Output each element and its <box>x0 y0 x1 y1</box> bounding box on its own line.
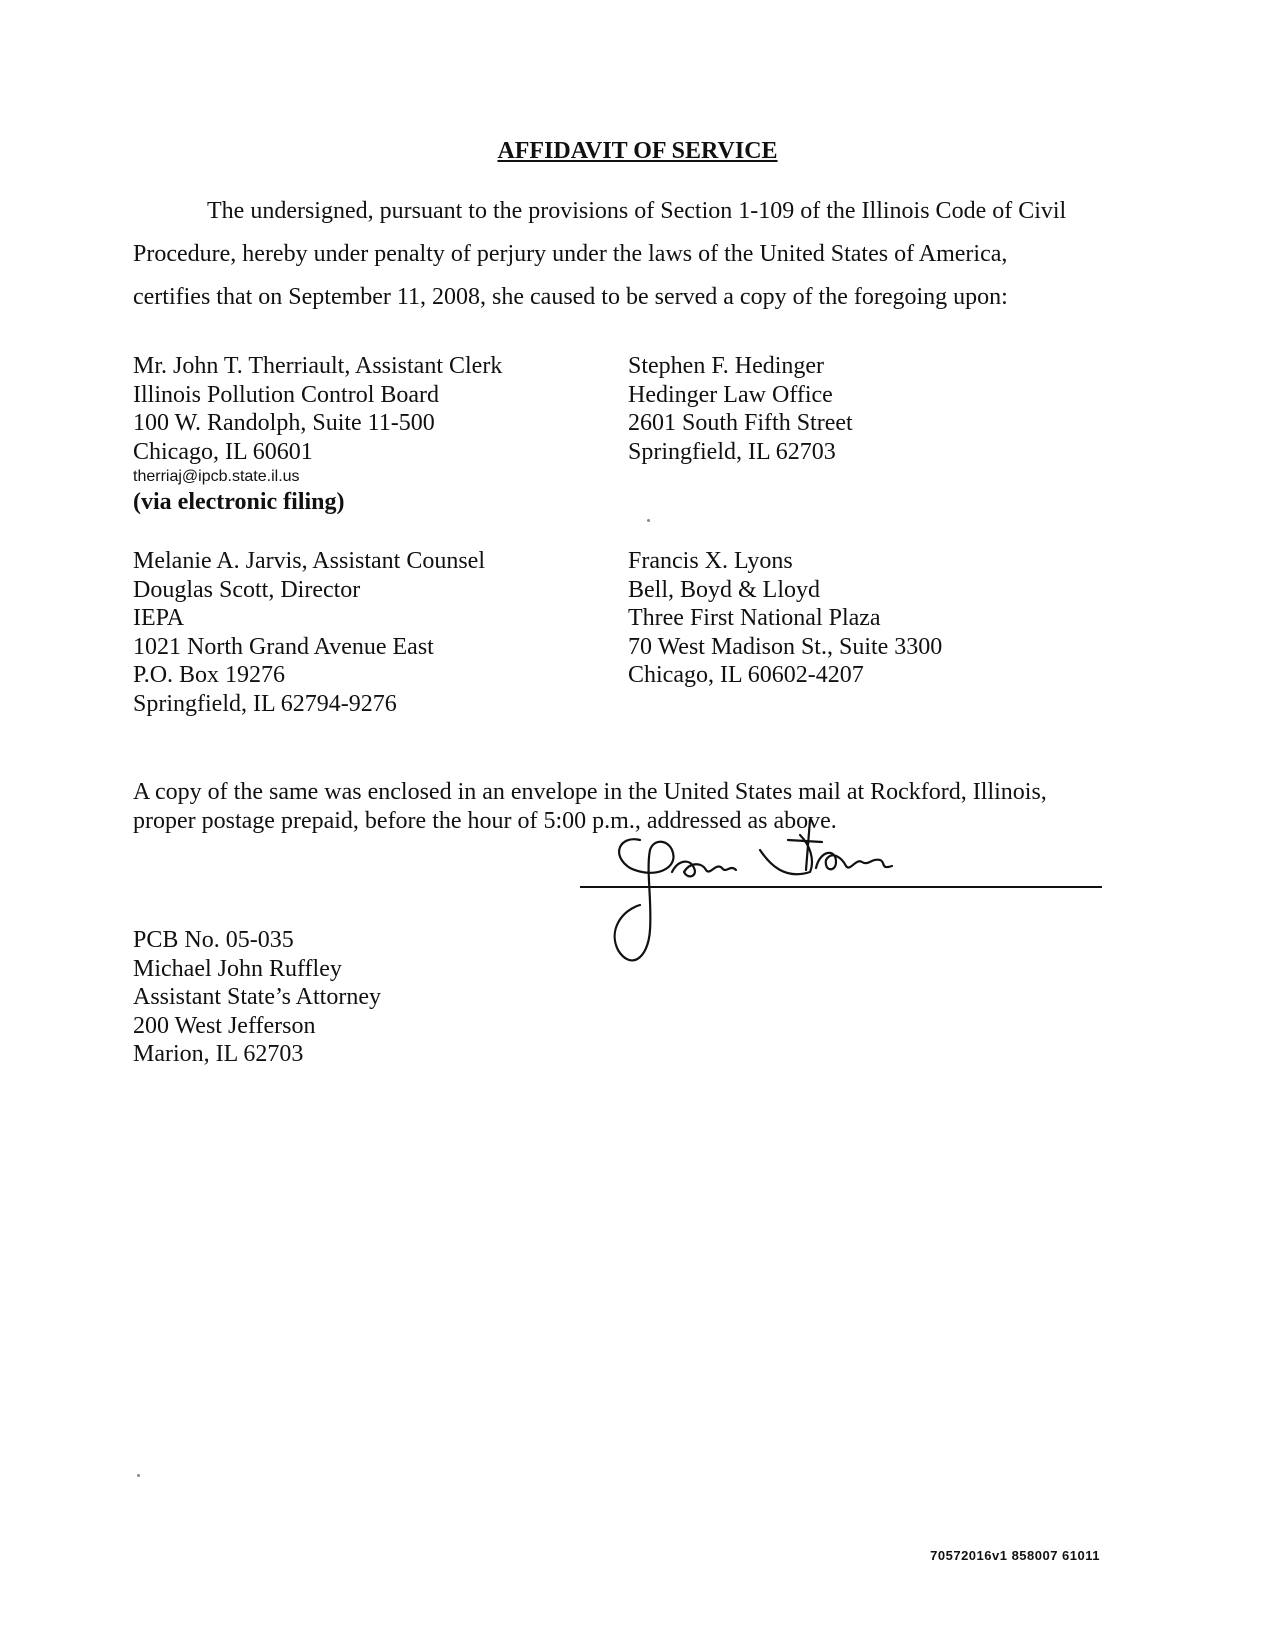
address-line: Springfield, IL 62794-9276 <box>133 690 397 717</box>
address-line: Francis X. Lyons <box>628 548 793 574</box>
document-id: 70572016v1 858007 61011 <box>930 1548 1100 1563</box>
handwritten-signature <box>610 810 940 990</box>
address-line: IEPA <box>133 605 185 631</box>
address-line: 100 W. Randolph, Suite 11-500 <box>133 410 435 436</box>
addressee-block-ruffley <box>133 926 381 1069</box>
scan-speck <box>647 519 650 522</box>
address-line: Three First National Plaza <box>628 605 881 631</box>
closing-line: A copy of the same was enclosed in an envelope in the United States mail at Rockford, Illinois, <box>133 779 1047 805</box>
email-address: therriaj@ipcb.state.il.us <box>133 468 300 485</box>
address-line: Chicago, IL 60602-4207 <box>628 662 864 688</box>
intro-line: The undersigned, pursuant to the provisions of Section 1-109 of the Illinois Code of Civil <box>207 198 1067 224</box>
intro-line: Procedure, hereby under penalty of perjury under the laws of the United States of America, <box>133 241 1008 267</box>
address-line: Melanie A. Jarvis, Assistant Counsel <box>133 548 485 574</box>
addressee-block-clerk <box>133 352 502 516</box>
intro-paragraph <box>133 190 1133 319</box>
scan-speck <box>137 1474 140 1477</box>
address-line: Douglas Scott, Director <box>133 576 361 603</box>
address-line: Chicago, IL 60601 <box>133 438 313 465</box>
address-line: 1021 North Grand Avenue East <box>133 633 434 660</box>
addressee-block-hedinger <box>628 352 853 466</box>
intro-line: certifies that on September 11, 2008, she caused to be served a copy of the foregoing upon: <box>133 284 1008 310</box>
closing-line: proper postage prepaid, before the hour of 5:00 p.m., addressed as above. <box>133 808 837 834</box>
address-line: 2601 South Fifth Street <box>628 410 853 436</box>
address-line: Michael John Ruffley <box>133 955 342 982</box>
addressee-block-lyons <box>628 547 942 690</box>
address-line: Mr. John T. Therriault, Assistant Clerk <box>133 353 503 379</box>
address-line: Assistant State’s Attorney <box>133 984 381 1010</box>
address-line: 200 West Jefferson <box>133 1012 316 1039</box>
page-title: AFFIDAVIT OF SERVICE <box>497 138 778 164</box>
address-line: Illinois Pollution Control Board <box>133 381 440 408</box>
addressee-block-iepa <box>133 547 485 718</box>
address-line: Marion, IL 62703 <box>133 1041 304 1067</box>
address-line: Hedinger Law Office <box>628 381 833 408</box>
address-line: Springfield, IL 62703 <box>628 438 836 465</box>
delivery-method: (via electronic filing) <box>133 489 345 515</box>
address-line: P.O. Box 19276 <box>133 662 286 688</box>
address-line: PCB No. 05-035 <box>133 927 294 953</box>
address-line: 70 West Madison St., Suite 3300 <box>628 633 943 660</box>
address-line: Bell, Boyd & Lloyd <box>628 576 820 603</box>
signature-line <box>580 886 1102 888</box>
address-line: Stephen F. Hedinger <box>628 353 825 379</box>
